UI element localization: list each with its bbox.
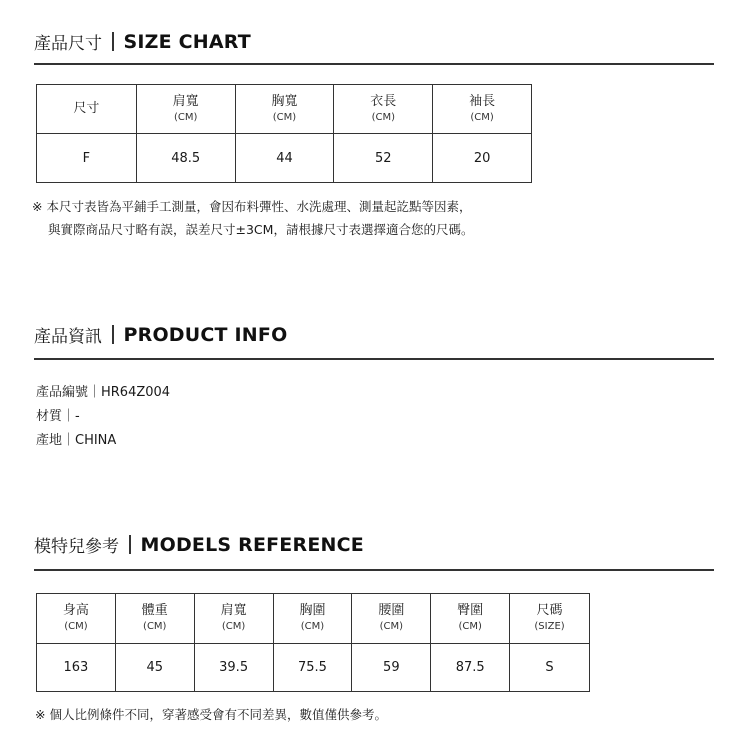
table-cell: S (510, 644, 590, 692)
table-cell: 52 (334, 134, 433, 183)
size-chart-table (36, 84, 532, 183)
table-cell: 75.5 (273, 644, 352, 692)
table-cell: 45 (115, 644, 194, 692)
models-reference-title-zh: 模特兒參考 (34, 537, 119, 557)
header-cell: 腰圍 (CM) (352, 594, 431, 644)
heading-divider (112, 325, 114, 344)
table-cell: 59 (352, 644, 431, 692)
product-info-title-en: PRODUCT INFO (123, 323, 288, 346)
size-note-line-1: ※ 本尺寸表皆為平鋪手工測量，會因布料彈性、水洗處理、測量起訖點等因素， (32, 199, 472, 214)
table-cell: 44 (235, 134, 334, 183)
header-cell: 體重 (CM) (115, 594, 194, 644)
table-cell: 163 (37, 644, 116, 692)
header-cell: 胸圍 (CM) (273, 594, 352, 644)
models-reference-title-en: MODELS REFERENCE (140, 533, 364, 556)
heading-divider (112, 32, 114, 51)
product-info-title-zh: 產品資訊 (34, 327, 102, 347)
header-cell: 肩寬 (CM) (136, 85, 235, 134)
product-number: 產品編號｜HR64Z004 (36, 385, 171, 400)
size-chart-title-zh: 產品尺寸 (34, 34, 102, 54)
table-header-row (37, 594, 590, 644)
table-cell: F (37, 134, 137, 183)
product-material: 材質｜- (36, 409, 80, 424)
header-cell: 身高 (CM) (37, 594, 116, 644)
heading-divider (129, 535, 131, 554)
product-origin: 產地｜CHINA (36, 433, 117, 448)
table-cell: 20 (433, 134, 532, 183)
section-rule (34, 63, 714, 65)
header-cell: 胸寬 (CM) (235, 85, 334, 134)
table-cell: 48.5 (136, 134, 235, 183)
models-reference-heading (34, 532, 364, 557)
product-info-heading (34, 322, 287, 347)
section-rule (34, 358, 714, 360)
size-chart-heading (34, 29, 251, 54)
table-cell: 87.5 (431, 644, 510, 692)
models-reference-table (36, 593, 590, 692)
section-rule (34, 569, 714, 571)
header-cell: 臀圍 (CM) (431, 594, 510, 644)
table-row (37, 644, 590, 692)
models-note: ※ 個人比例條件不同，穿著感受會有不同差異，數值僅供參考。 (35, 707, 387, 722)
table-header-row (37, 85, 532, 134)
table-cell: 39.5 (194, 644, 273, 692)
size-note-line-2: 與實際商品尺寸略有誤，誤差尺寸±3CM，請根據尺寸表選擇適合您的尺碼。 (48, 222, 474, 237)
size-chart-title-en: SIZE CHART (123, 30, 251, 53)
header-cell: 肩寬 (CM) (194, 594, 273, 644)
table-row (37, 134, 532, 183)
header-cell: 袖長 (CM) (433, 85, 532, 134)
header-cell: 衣長 (CM) (334, 85, 433, 134)
header-cell: 尺碼 (SIZE) (510, 594, 590, 644)
header-cell: 尺寸 (37, 85, 137, 134)
